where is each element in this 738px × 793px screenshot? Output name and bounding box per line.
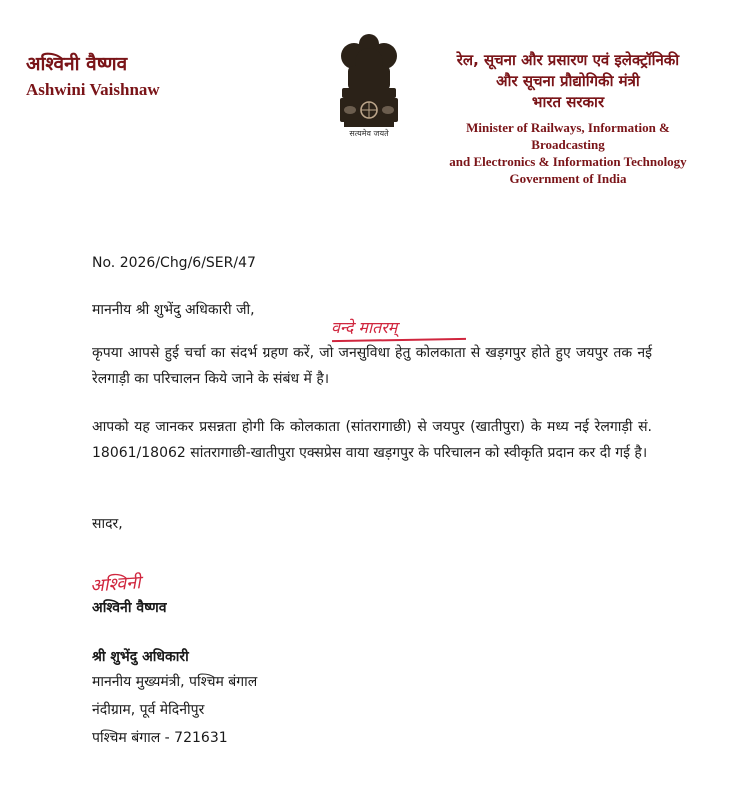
addressee-name: श्री शुभेंदु अधिकारी [92, 649, 189, 665]
title-english-line-1: Minister of Railways, Information & Broadcasting [466, 120, 670, 152]
sender-name-hindi: अश्विनी वैष्णव [26, 53, 128, 75]
closing: सादर, [92, 516, 123, 532]
title-english-line-3: Government of India [509, 171, 627, 186]
emblem-motto: सत्यमेव जयते [349, 129, 389, 138]
handwritten-signature: अश्विनी [89, 572, 142, 597]
addressee-state-pin: पश्चिम बंगाल - 721631 [92, 730, 228, 746]
handwritten-annotation: वन्दे मातरम् [331, 318, 398, 337]
title-hindi-line-2: और सूचना प्रौद्योगिकी मंत्री [496, 72, 640, 90]
signer-name: अश्विनी वैष्णव [92, 600, 167, 616]
body-paragraph-1: कृपया आपसे हुई चर्चा का संदर्भ ग्रहण करें, जो जनसुविधा हेतु कोलकाता से खड़गपुर होते हुए जयपुर तक नई रेलगाड़ी का परिचालन किये जाने के संबंध में है। [92, 345, 652, 387]
national-emblem-icon [326, 32, 412, 140]
addressee-designation: माननीय मुख्यमंत्री, पश्चिम बंगाल [92, 674, 258, 690]
title-hindi-line-3: भारत सरकार [531, 93, 605, 111]
body-paragraph-2: आपको यह जानकर प्रसन्नता होगी कि कोलकाता (सांतरागाछी) से जयपुर (खातीपुरा) के मध्य नई रेलगाड़ी सं. 18061/18062 सांतरागाछी-खातीपुरा एक्सप्रेस वाया खड़गपुर के परिचालन को स्वीकृति प्रदान कर दी गई है। [92, 419, 652, 461]
minister-title-block [430, 50, 706, 187]
addressee-address-line: नंदीग्राम, पूर्व मेदिनीपुर [92, 702, 205, 718]
title-english-line-2: and Electronics & Information Technology [449, 154, 687, 169]
salutation: माननीय श्री शुभेंदु अधिकारी जी, [92, 302, 255, 318]
title-hindi-line-1: रेल, सूचना और प्रसारण एवं इलेक्ट्रॉनिकी [456, 51, 680, 69]
reference-number: No. 2026/Chg/6/SER/47 [92, 255, 256, 271]
sender-name-english: Ashwini Vaishnaw [26, 80, 160, 99]
